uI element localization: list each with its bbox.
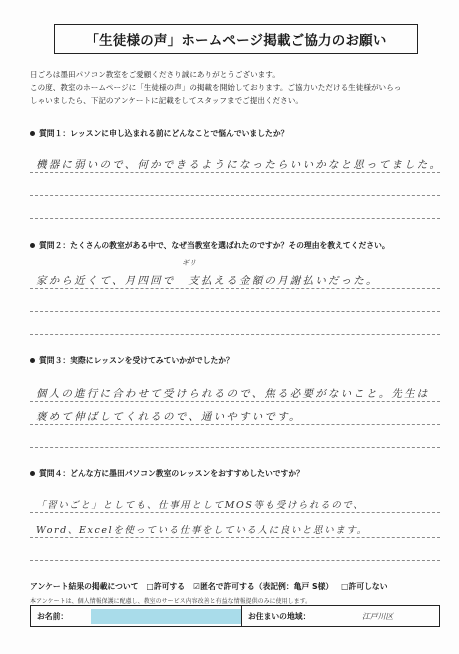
question-1 <box>30 128 288 139</box>
answer-line <box>30 172 440 173</box>
question-3 <box>30 355 234 366</box>
question-2 <box>30 240 390 251</box>
answer-line <box>30 447 440 448</box>
bullet-icon <box>30 131 35 136</box>
question-3-label: 質問３：実際にレッスンを受けてみていかがでしたか？ <box>39 356 234 365</box>
redaction-block <box>91 609 241 624</box>
answer-4-line-2: Word、Excelを使っている仕事をしている人に良いと思います。 <box>36 525 368 536</box>
address-label: お住まいの地域： <box>248 611 311 621</box>
answer-line <box>30 560 440 561</box>
answer-line <box>30 537 440 538</box>
info-table <box>30 605 440 627</box>
answer-2-line-1: 家から近くて、月四回で 支払える金額の月謝払いだった。 <box>36 275 379 287</box>
intro-line: この度、教室のホームページに「生徒様の声」の掲載を開始しております。ご協力いただける生徒様がいらっ <box>30 83 402 92</box>
question-2-label: 質問２：たくさんの教室がある中で、なぜ当教室を選ばれたのですか？その理由を教えてください。 <box>39 241 390 250</box>
intro-line: しゃいましたら、下記のアンケートに記載をしてスタッフまでご提出ください。 <box>30 96 303 105</box>
answer-line <box>30 218 440 219</box>
answer-line <box>30 334 440 335</box>
fine-print: 本アンケートは、個人情報保護に配慮し、教室のサービス内容改善と有益な情報提供のみに使用します。 <box>30 598 312 605</box>
address-field: 江戸川区 <box>362 611 394 621</box>
question-1-label: 質問１：レッスンに申し込まれる前にどんなことで悩んでいましたか？ <box>39 129 289 138</box>
answer-line <box>30 401 440 402</box>
answer-line <box>30 288 440 289</box>
name-label: お名前： <box>37 611 69 621</box>
bullet-icon <box>30 471 35 476</box>
answer-3-line-1: 個人の進行に合わせて受けられるので、焦る必要がないこと。先生は <box>36 388 430 400</box>
intro-line: 日ごろは墨田パソコン教室をご愛顧くださり誠にありがとうございます。 <box>30 70 280 79</box>
page-title: 「生徒様の声」ホームページ掲載ご協力のお願い <box>85 33 387 49</box>
question-4-label: 質問４：どんな方に墨田パソコン教室のレッスンをおすすめしたいですか？ <box>39 469 304 478</box>
intro-text <box>30 68 450 107</box>
consent-row <box>30 581 388 592</box>
name-field <box>91 606 241 626</box>
bullet-icon <box>30 243 35 248</box>
consent-option-allow[interactable]: □許可する <box>146 582 186 591</box>
question-4 <box>30 468 304 479</box>
consent-label: アンケート結果の掲載について <box>30 582 139 591</box>
answer-line <box>30 512 440 513</box>
answer-2-annotation: ギリ <box>182 259 196 267</box>
answer-line <box>30 195 440 196</box>
bullet-icon <box>30 358 35 363</box>
answer-line <box>30 311 440 312</box>
consent-option-anonymous[interactable]: ☑匿名で許可する（表記例：亀戸 S様） <box>193 582 334 591</box>
consent-option-deny[interactable]: □許可しない <box>341 582 388 591</box>
title-box <box>54 24 418 54</box>
answer-3-line-2: 褒めて伸ばしてくれるので、通いやすいです。 <box>36 411 302 423</box>
answer-4-line-1: 「習いごと」としても、仕事用としてMOS等も受けられるので、 <box>36 500 365 511</box>
answer-line <box>30 424 440 425</box>
answer-1-line-1: 機器に弱いので、何かできるようになったらいいかなと思ってました。 <box>36 159 443 171</box>
